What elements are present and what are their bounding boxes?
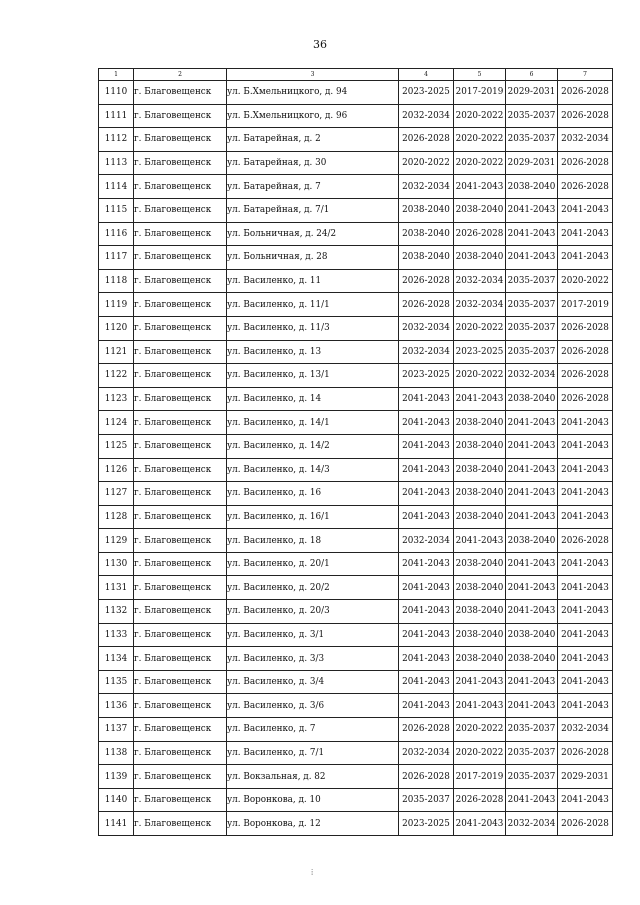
- row-period-col7: 2041-2043: [558, 623, 613, 647]
- row-number: 1134: [99, 647, 134, 671]
- row-period-col5: 2020-2022: [454, 364, 506, 388]
- row-period-col5: 2038-2040: [454, 458, 506, 482]
- row-period-col4: 2041-2043: [399, 670, 454, 694]
- row-city: г. Благовещенск: [134, 364, 227, 388]
- table-row: [99, 222, 613, 246]
- row-number: 1138: [99, 741, 134, 765]
- row-address: ул. Василенко, д. 3/3: [227, 647, 399, 671]
- row-number: 1114: [99, 175, 134, 199]
- table-row: [99, 529, 613, 553]
- header-cell-2: 2: [134, 69, 227, 81]
- row-period-col4: 2026-2028: [399, 128, 454, 152]
- row-number: 1136: [99, 694, 134, 718]
- row-number: 1140: [99, 788, 134, 812]
- table-row: [99, 340, 613, 364]
- row-city: г. Благовещенск: [134, 151, 227, 175]
- header-row: [99, 69, 613, 81]
- row-city: г. Благовещенск: [134, 552, 227, 576]
- row-number: 1124: [99, 411, 134, 435]
- row-address: ул. Воронкова, д. 12: [227, 812, 399, 836]
- row-period-col7: 2026-2028: [558, 529, 613, 553]
- row-address: ул. Больничная, д. 24/2: [227, 222, 399, 246]
- row-period-col5: 2041-2043: [454, 670, 506, 694]
- row-period-col6: 2038-2040: [506, 623, 558, 647]
- row-address: ул. Больничная, д. 28: [227, 246, 399, 270]
- row-period-col7: 2041-2043: [558, 670, 613, 694]
- row-address: ул. Батарейная, д. 7/1: [227, 198, 399, 222]
- row-period-col6: 2041-2043: [506, 198, 558, 222]
- row-period-col6: 2041-2043: [506, 576, 558, 600]
- row-period-col6: 2041-2043: [506, 788, 558, 812]
- row-period-col5: 2017-2019: [454, 765, 506, 789]
- row-period-col7: 2041-2043: [558, 458, 613, 482]
- table-row: [99, 505, 613, 529]
- row-period-col7: 2041-2043: [558, 198, 613, 222]
- header-cell-1: 1: [99, 69, 134, 81]
- row-city: г. Благовещенск: [134, 246, 227, 270]
- table-row: [99, 458, 613, 482]
- row-number: 1113: [99, 151, 134, 175]
- row-number: 1137: [99, 718, 134, 742]
- row-period-col5: 2038-2040: [454, 198, 506, 222]
- row-period-col7: 2026-2028: [558, 387, 613, 411]
- row-address: ул. Василенко, д. 3/4: [227, 670, 399, 694]
- row-number: 1118: [99, 269, 134, 293]
- row-address: ул. Василенко, д. 13/1: [227, 364, 399, 388]
- row-period-col4: 2041-2043: [399, 623, 454, 647]
- row-period-col7: 2041-2043: [558, 434, 613, 458]
- row-period-col6: 2041-2043: [506, 222, 558, 246]
- table-row: [99, 151, 613, 175]
- header-cell-4: 4: [399, 69, 454, 81]
- row-period-col6: 2032-2034: [506, 812, 558, 836]
- row-period-col7: 2026-2028: [558, 104, 613, 128]
- table-row: [99, 364, 613, 388]
- row-address: ул. Василенко, д. 3/1: [227, 623, 399, 647]
- row-city: г. Благовещенск: [134, 529, 227, 553]
- row-period-col5: 2038-2040: [454, 434, 506, 458]
- row-period-col4: 2032-2034: [399, 340, 454, 364]
- row-city: г. Благовещенск: [134, 623, 227, 647]
- row-period-col6: 2035-2037: [506, 104, 558, 128]
- table-row: [99, 293, 613, 317]
- row-period-col4: 2026-2028: [399, 269, 454, 293]
- row-period-col4: 2041-2043: [399, 600, 454, 624]
- row-city: г. Благовещенск: [134, 765, 227, 789]
- row-period-col4: 2041-2043: [399, 387, 454, 411]
- row-period-col6: 2035-2037: [506, 718, 558, 742]
- row-period-col7: 2026-2028: [558, 364, 613, 388]
- row-period-col6: 2041-2043: [506, 411, 558, 435]
- row-address: ул. Василенко, д. 14/3: [227, 458, 399, 482]
- row-city: г. Благовещенск: [134, 128, 227, 152]
- row-period-col6: 2041-2043: [506, 246, 558, 270]
- row-period-col6: 2029-2031: [506, 81, 558, 105]
- row-number: 1115: [99, 198, 134, 222]
- row-period-col6: 2035-2037: [506, 293, 558, 317]
- row-city: г. Благовещенск: [134, 576, 227, 600]
- row-city: г. Благовещенск: [134, 411, 227, 435]
- row-address: ул. Василенко, д. 11/3: [227, 316, 399, 340]
- row-period-col4: 2038-2040: [399, 222, 454, 246]
- row-city: г. Благовещенск: [134, 600, 227, 624]
- row-city: г. Благовещенск: [134, 812, 227, 836]
- table-row: [99, 647, 613, 671]
- row-number: 1141: [99, 812, 134, 836]
- row-period-col7: 2041-2043: [558, 647, 613, 671]
- row-period-col5: 2032-2034: [454, 293, 506, 317]
- row-period-col7: 2026-2028: [558, 340, 613, 364]
- row-period-col6: 2038-2040: [506, 175, 558, 199]
- row-period-col5: 2038-2040: [454, 246, 506, 270]
- row-city: г. Благовещенск: [134, 293, 227, 317]
- row-period-col4: 2023-2025: [399, 364, 454, 388]
- row-city: г. Благовещенск: [134, 434, 227, 458]
- row-number: 1112: [99, 128, 134, 152]
- row-address: ул. Василенко, д. 14/1: [227, 411, 399, 435]
- row-number: 1116: [99, 222, 134, 246]
- row-period-col6: 2041-2043: [506, 670, 558, 694]
- table-row: [99, 128, 613, 152]
- row-period-col6: 2038-2040: [506, 387, 558, 411]
- table-row: [99, 198, 613, 222]
- row-number: 1117: [99, 246, 134, 270]
- scan-mark: ⁞: [311, 868, 314, 877]
- row-number: 1127: [99, 482, 134, 506]
- table-row: [99, 718, 613, 742]
- row-period-col4: 2023-2025: [399, 81, 454, 105]
- table-row: [99, 670, 613, 694]
- row-city: г. Благовещенск: [134, 718, 227, 742]
- row-address: ул. Василенко, д. 20/3: [227, 600, 399, 624]
- table-row: [99, 175, 613, 199]
- row-period-col7: 2017-2019: [558, 293, 613, 317]
- table-row: [99, 434, 613, 458]
- table-row: [99, 269, 613, 293]
- row-period-col4: 2032-2034: [399, 529, 454, 553]
- row-period-col7: 2026-2028: [558, 812, 613, 836]
- header-cell-6: 6: [506, 69, 558, 81]
- row-period-col7: 2041-2043: [558, 552, 613, 576]
- row-period-col5: 2038-2040: [454, 647, 506, 671]
- row-period-col4: 2035-2037: [399, 788, 454, 812]
- row-number: 1126: [99, 458, 134, 482]
- row-period-col5: 2041-2043: [454, 812, 506, 836]
- row-number: 1119: [99, 293, 134, 317]
- row-period-col4: 2041-2043: [399, 647, 454, 671]
- row-period-col7: 2032-2034: [558, 128, 613, 152]
- row-number: 1133: [99, 623, 134, 647]
- row-period-col5: 2038-2040: [454, 576, 506, 600]
- row-period-col4: 2041-2043: [399, 458, 454, 482]
- row-address: ул. Василенко, д. 16: [227, 482, 399, 506]
- row-address: ул. Василенко, д. 16/1: [227, 505, 399, 529]
- row-period-col4: 2038-2040: [399, 246, 454, 270]
- row-period-col6: 2041-2043: [506, 694, 558, 718]
- row-number: 1125: [99, 434, 134, 458]
- row-city: г. Благовещенск: [134, 458, 227, 482]
- table-row: [99, 694, 613, 718]
- row-period-col4: 2032-2034: [399, 741, 454, 765]
- page-number: 36: [313, 38, 327, 51]
- row-number: 1132: [99, 600, 134, 624]
- row-period-col7: 2026-2028: [558, 175, 613, 199]
- row-number: 1122: [99, 364, 134, 388]
- table-row: [99, 482, 613, 506]
- row-period-col7: 2026-2028: [558, 151, 613, 175]
- row-city: г. Благовещенск: [134, 670, 227, 694]
- row-address: ул. Воронкова, д. 10: [227, 788, 399, 812]
- row-period-col5: 2041-2043: [454, 175, 506, 199]
- row-number: 1129: [99, 529, 134, 553]
- table-row: [99, 246, 613, 270]
- row-period-col5: 2026-2028: [454, 788, 506, 812]
- row-period-col6: 2041-2043: [506, 600, 558, 624]
- row-period-col4: 2023-2025: [399, 812, 454, 836]
- row-period-col4: 2041-2043: [399, 505, 454, 529]
- row-period-col4: 2020-2022: [399, 151, 454, 175]
- table-row: [99, 316, 613, 340]
- row-city: г. Благовещенск: [134, 340, 227, 364]
- row-period-col5: 2020-2022: [454, 741, 506, 765]
- row-period-col7: 2020-2022: [558, 269, 613, 293]
- row-period-col6: 2041-2043: [506, 458, 558, 482]
- table-row: [99, 788, 613, 812]
- row-period-col4: 2032-2034: [399, 104, 454, 128]
- row-period-col5: 2026-2028: [454, 222, 506, 246]
- row-city: г. Благовещенск: [134, 175, 227, 199]
- row-period-col5: 2032-2034: [454, 269, 506, 293]
- row-city: г. Благовещенск: [134, 198, 227, 222]
- table-row: [99, 81, 613, 105]
- row-city: г. Благовещенск: [134, 647, 227, 671]
- row-address: ул. Василенко, д. 7: [227, 718, 399, 742]
- row-address: ул. Василенко, д. 14/2: [227, 434, 399, 458]
- row-period-col5: 2041-2043: [454, 387, 506, 411]
- row-period-col5: 2020-2022: [454, 316, 506, 340]
- row-number: 1139: [99, 765, 134, 789]
- row-period-col4: 2026-2028: [399, 718, 454, 742]
- row-period-col4: 2041-2043: [399, 552, 454, 576]
- row-city: г. Благовещенск: [134, 387, 227, 411]
- row-number: 1120: [99, 316, 134, 340]
- table-row: [99, 104, 613, 128]
- header-cell-5: 5: [454, 69, 506, 81]
- row-period-col4: 2032-2034: [399, 175, 454, 199]
- row-period-col4: 2026-2028: [399, 765, 454, 789]
- row-period-col6: 2035-2037: [506, 269, 558, 293]
- table-row: [99, 600, 613, 624]
- row-period-col6: 2035-2037: [506, 741, 558, 765]
- row-period-col7: 2026-2028: [558, 81, 613, 105]
- row-period-col7: 2041-2043: [558, 505, 613, 529]
- table-body: [99, 81, 613, 836]
- row-period-col5: 2038-2040: [454, 623, 506, 647]
- row-period-col6: 2041-2043: [506, 434, 558, 458]
- row-period-col5: 2041-2043: [454, 694, 506, 718]
- row-number: 1110: [99, 81, 134, 105]
- table-row: [99, 765, 613, 789]
- row-address: ул. Василенко, д. 18: [227, 529, 399, 553]
- row-period-col6: 2035-2037: [506, 316, 558, 340]
- row-city: г. Благовещенск: [134, 482, 227, 506]
- row-period-col6: 2041-2043: [506, 482, 558, 506]
- row-number: 1130: [99, 552, 134, 576]
- row-period-col6: 2035-2037: [506, 128, 558, 152]
- row-period-col7: 2026-2028: [558, 741, 613, 765]
- row-address: ул. Батарейная, д. 7: [227, 175, 399, 199]
- table-row: [99, 387, 613, 411]
- header-cell-3: 3: [227, 69, 399, 81]
- row-period-col6: 2035-2037: [506, 765, 558, 789]
- row-period-col5: 2038-2040: [454, 600, 506, 624]
- row-city: г. Благовещенск: [134, 694, 227, 718]
- row-period-col7: 2041-2043: [558, 411, 613, 435]
- row-period-col5: 2038-2040: [454, 482, 506, 506]
- row-city: г. Благовещенск: [134, 81, 227, 105]
- table-header: [99, 69, 613, 81]
- row-city: г. Благовещенск: [134, 269, 227, 293]
- row-period-col7: 2041-2043: [558, 600, 613, 624]
- header-cell-7: 7: [558, 69, 613, 81]
- row-period-col5: 2017-2019: [454, 81, 506, 105]
- row-period-col5: 2020-2022: [454, 128, 506, 152]
- row-city: г. Благовещенск: [134, 741, 227, 765]
- row-period-col7: 2041-2043: [558, 482, 613, 506]
- table-row: [99, 741, 613, 765]
- row-period-col5: 2038-2040: [454, 411, 506, 435]
- row-period-col7: 2026-2028: [558, 316, 613, 340]
- row-number: 1121: [99, 340, 134, 364]
- row-address: ул. Василенко, д. 20/2: [227, 576, 399, 600]
- row-period-col5: 2038-2040: [454, 505, 506, 529]
- row-period-col4: 2026-2028: [399, 293, 454, 317]
- row-period-col5: 2020-2022: [454, 718, 506, 742]
- row-number: 1123: [99, 387, 134, 411]
- row-address: ул. Василенко, д. 3/6: [227, 694, 399, 718]
- row-period-col6: 2041-2043: [506, 505, 558, 529]
- row-number: 1131: [99, 576, 134, 600]
- table-row: [99, 576, 613, 600]
- row-period-col6: 2029-2031: [506, 151, 558, 175]
- row-address: ул. Василенко, д. 14: [227, 387, 399, 411]
- row-period-col6: 2041-2043: [506, 552, 558, 576]
- table-row: [99, 552, 613, 576]
- row-address: ул. Вокзальная, д. 82: [227, 765, 399, 789]
- row-city: г. Благовещенск: [134, 788, 227, 812]
- row-period-col5: 2020-2022: [454, 151, 506, 175]
- row-address: ул. Б.Хмельницкого, д. 94: [227, 81, 399, 105]
- row-period-col4: 2038-2040: [399, 198, 454, 222]
- row-period-col6: 2038-2040: [506, 529, 558, 553]
- row-city: г. Благовещенск: [134, 104, 227, 128]
- row-period-col6: 2035-2037: [506, 340, 558, 364]
- row-period-col7: 2041-2043: [558, 222, 613, 246]
- table-row: [99, 812, 613, 836]
- row-period-col4: 2041-2043: [399, 482, 454, 506]
- row-address: ул. Василенко, д. 7/1: [227, 741, 399, 765]
- row-period-col7: 2041-2043: [558, 246, 613, 270]
- row-period-col4: 2041-2043: [399, 694, 454, 718]
- row-address: ул. Василенко, д. 11: [227, 269, 399, 293]
- row-period-col4: 2032-2034: [399, 316, 454, 340]
- row-period-col7: 2041-2043: [558, 694, 613, 718]
- row-address: ул. Батарейная, д. 2: [227, 128, 399, 152]
- row-period-col5: 2038-2040: [454, 552, 506, 576]
- table-row: [99, 623, 613, 647]
- row-period-col7: 2041-2043: [558, 788, 613, 812]
- row-address: ул. Василенко, д. 20/1: [227, 552, 399, 576]
- row-period-col4: 2041-2043: [399, 411, 454, 435]
- row-period-col4: 2041-2043: [399, 434, 454, 458]
- row-period-col5: 2020-2022: [454, 104, 506, 128]
- row-number: 1128: [99, 505, 134, 529]
- row-number: 1135: [99, 670, 134, 694]
- row-city: г. Благовещенск: [134, 316, 227, 340]
- row-period-col7: 2041-2043: [558, 576, 613, 600]
- row-address: ул. Василенко, д. 11/1: [227, 293, 399, 317]
- row-period-col7: 2032-2034: [558, 718, 613, 742]
- row-period-col5: 2023-2025: [454, 340, 506, 364]
- row-number: 1111: [99, 104, 134, 128]
- row-period-col5: 2041-2043: [454, 529, 506, 553]
- row-city: г. Благовещенск: [134, 505, 227, 529]
- row-city: г. Благовещенск: [134, 222, 227, 246]
- row-period-col4: 2041-2043: [399, 576, 454, 600]
- row-address: ул. Б.Хмельницкого, д. 96: [227, 104, 399, 128]
- registry-table: [98, 68, 613, 836]
- row-period-col6: 2032-2034: [506, 364, 558, 388]
- row-period-col7: 2029-2031: [558, 765, 613, 789]
- row-address: ул. Василенко, д. 13: [227, 340, 399, 364]
- row-period-col6: 2038-2040: [506, 647, 558, 671]
- row-address: ул. Батарейная, д. 30: [227, 151, 399, 175]
- table-row: [99, 411, 613, 435]
